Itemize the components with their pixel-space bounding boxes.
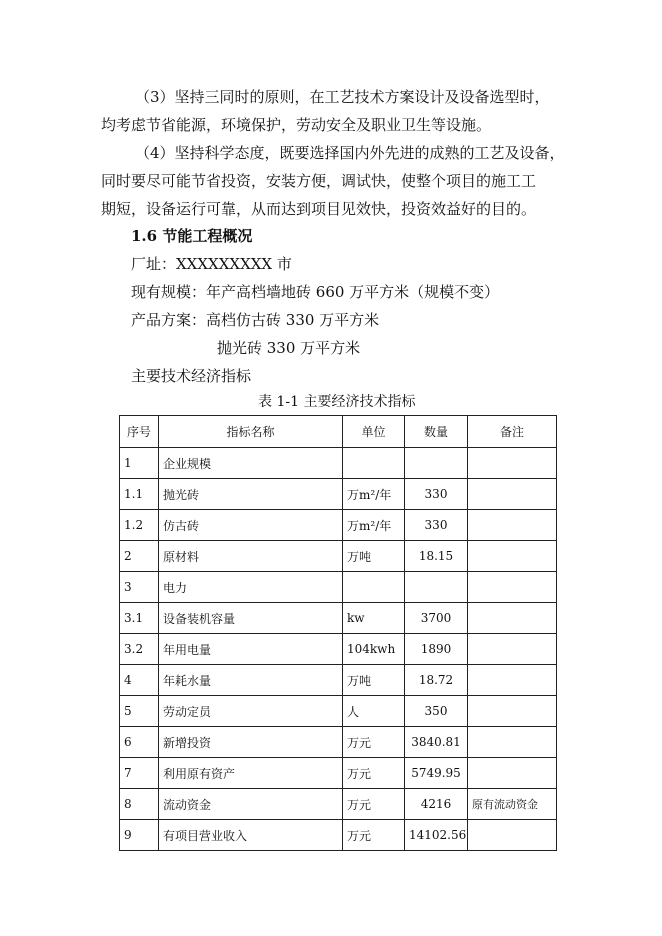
current-scale: 现有规模：年产高档墙地砖 660 万平方米（规模不变）	[131, 283, 500, 301]
cell-unit: 万m²/年	[343, 479, 405, 510]
cell-remark	[468, 448, 557, 479]
table-row	[120, 758, 557, 789]
cell-name: 设备装机容量	[159, 603, 343, 634]
cell-unit: 104kwh	[343, 634, 405, 665]
cell-name: 新增投资	[159, 727, 343, 758]
cell-unit	[343, 448, 405, 479]
cell-no: 8	[120, 789, 159, 820]
indicator-table	[119, 415, 557, 851]
cell-remark	[468, 696, 557, 727]
table-row	[120, 541, 557, 572]
cell-unit: 万元	[343, 727, 405, 758]
cell-quantity: 18.72	[405, 665, 468, 696]
cell-no: 4	[120, 665, 159, 696]
cell-name: 流动资金	[159, 789, 343, 820]
cell-remark	[468, 727, 557, 758]
paragraph-4-line-3: 期短，设备运行可靠，从而达到项目见效快，投资效益好的目的。	[101, 200, 537, 218]
product-plan-line-1: 产品方案：高档仿古砖 330 万平方米	[131, 311, 380, 329]
paragraph-3-line-1: （3）坚持三同时的原则，在工艺技术方案设计及设备选型时，	[135, 88, 550, 106]
cell-unit: 万元	[343, 758, 405, 789]
cell-remark	[468, 758, 557, 789]
factory-address: 厂址：XXXXXXXXX 市	[131, 255, 292, 273]
cell-no: 3	[120, 572, 159, 603]
table-row	[120, 789, 557, 820]
cell-quantity: 350	[405, 696, 468, 727]
cell-name: 企业规模	[159, 448, 343, 479]
cell-quantity: 18.15	[405, 541, 468, 572]
cell-unit: 万吨	[343, 541, 405, 572]
cell-remark	[468, 541, 557, 572]
cell-quantity: 14102.56	[405, 820, 468, 851]
cell-name: 电力	[159, 572, 343, 603]
table-row	[120, 510, 557, 541]
cell-remark	[468, 572, 557, 603]
table-row	[120, 634, 557, 665]
cell-unit: 万元	[343, 789, 405, 820]
table-row	[120, 727, 557, 758]
paragraph-3-line-2: 均考虑节省能源，环境保护，劳动安全及职业卫生等设施。	[101, 116, 492, 134]
paragraph-4-line-1: （4）坚持科学态度，既要选择国内外先进的成熟的工艺及设备，	[135, 144, 565, 162]
header-name: 指标名称	[159, 416, 343, 448]
cell-remark	[468, 665, 557, 696]
cell-unit	[343, 572, 405, 603]
cell-name: 抛光砖	[159, 479, 343, 510]
table-row	[120, 572, 557, 603]
cell-no: 1	[120, 448, 159, 479]
paragraph-4-line-2: 同时要尽可能节省投资，安装方便，调试快，使整个项目的施工工	[101, 172, 537, 190]
cell-no: 9	[120, 820, 159, 851]
cell-name: 仿古砖	[159, 510, 343, 541]
table-row	[120, 603, 557, 634]
table-row	[120, 665, 557, 696]
cell-unit: 万吨	[343, 665, 405, 696]
cell-remark: 原有流动资金	[468, 789, 557, 820]
cell-name: 年耗水量	[159, 665, 343, 696]
cell-quantity	[405, 448, 468, 479]
cell-quantity: 5749.95	[405, 758, 468, 789]
cell-unit: 万元	[343, 820, 405, 851]
cell-quantity: 3840.81	[405, 727, 468, 758]
cell-unit: 万m²/年	[343, 510, 405, 541]
cell-name: 有项目营业收入	[159, 820, 343, 851]
cell-name: 年用电量	[159, 634, 343, 665]
table-row	[120, 448, 557, 479]
cell-remark	[468, 510, 557, 541]
cell-no: 5	[120, 696, 159, 727]
header-no: 序号	[120, 416, 159, 448]
header-remark: 备注	[468, 416, 557, 448]
cell-remark	[468, 820, 557, 851]
table-row	[120, 820, 557, 851]
cell-unit: 人	[343, 696, 405, 727]
cell-quantity: 3700	[405, 603, 468, 634]
cell-quantity: 1890	[405, 634, 468, 665]
header-unit: 单位	[343, 416, 405, 448]
cell-no: 1.1	[120, 479, 159, 510]
table-row	[120, 479, 557, 510]
cell-no: 3.1	[120, 603, 159, 634]
cell-name: 原材料	[159, 541, 343, 572]
cell-name: 劳动定员	[159, 696, 343, 727]
cell-quantity: 330	[405, 479, 468, 510]
cell-no: 3.2	[120, 634, 159, 665]
cell-name: 利用原有资产	[159, 758, 343, 789]
table-header-row	[120, 416, 557, 448]
table-row	[120, 696, 557, 727]
cell-no: 1.2	[120, 510, 159, 541]
cell-unit: kw	[343, 603, 405, 634]
header-quantity: 数量	[405, 416, 468, 448]
cell-remark	[468, 634, 557, 665]
indicators-label: 主要技术经济指标	[131, 367, 252, 385]
product-plan-line-2: 抛光砖 330 万平方米	[217, 339, 361, 357]
cell-quantity: 4216	[405, 789, 468, 820]
cell-quantity	[405, 572, 468, 603]
cell-no: 2	[120, 541, 159, 572]
section-heading: 1.6 节能工程概况	[131, 227, 253, 245]
cell-no: 7	[120, 758, 159, 789]
cell-no: 6	[120, 727, 159, 758]
cell-remark	[468, 603, 557, 634]
cell-quantity: 330	[405, 510, 468, 541]
cell-remark	[468, 479, 557, 510]
table-caption: 表 1-1 主要经济技术指标	[258, 394, 416, 410]
